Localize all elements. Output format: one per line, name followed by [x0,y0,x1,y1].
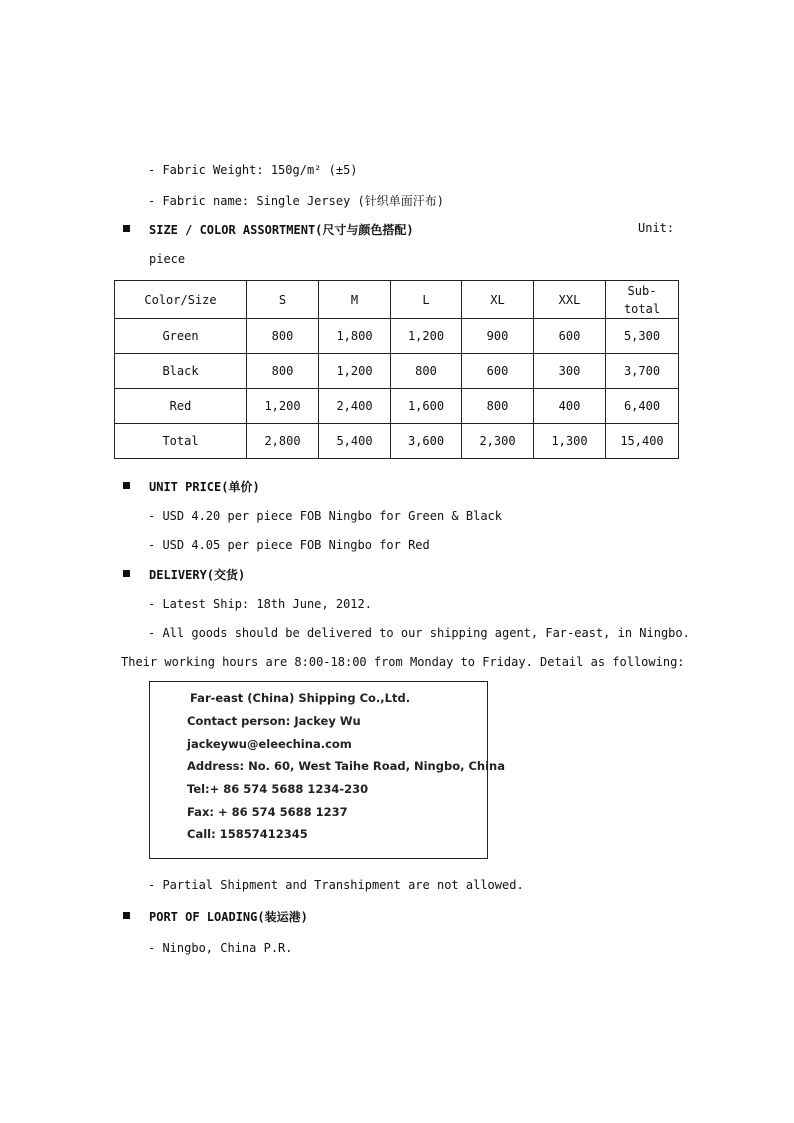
header-cell: XL [462,281,534,319]
table-cell: 800 [247,354,319,389]
table-row [115,354,679,389]
table-cell: 900 [462,319,534,354]
section-bullet [123,482,130,489]
table-cell: 600 [462,354,534,389]
table-row [115,389,679,424]
header-cell: M [319,281,391,319]
section-bullet [123,912,130,919]
latest-ship-line: - Latest Ship: 18th June, 2012. [148,597,372,611]
agent-email[interactable]: jackeywu@eleechina.com [187,737,352,751]
unit-value: piece [149,252,186,266]
table-cell: 3,700 [606,354,679,389]
shipping-agent-box [149,681,506,859]
partial-shipment-line: - Partial Shipment and Transhipment are not allowed. [148,878,524,892]
table-cell: Green [115,319,247,354]
table-cell: 2,400 [319,389,391,424]
header-cell: XXL [534,281,606,319]
section-bullet [123,570,130,577]
table-cell: 800 [391,354,462,389]
size-color-heading: SIZE / COLOR ASSORTMENT(尺寸与颜色搭配) [149,223,414,237]
table-cell: Total [115,424,247,459]
section-bullet [123,225,130,232]
price-line: - USD 4.20 per piece FOB Ningbo for Green & Black [148,509,503,523]
table-cell: 800 [462,389,534,424]
table-cell: 5,300 [606,319,679,354]
agent-contact: Contact person: Jackey Wu [187,714,361,728]
agent-address: Address: No. 60, West Taihe Road, Ningbo, China [187,759,506,773]
table-cell: 2,800 [247,424,319,459]
agent-tel: Tel:+ 86 574 5688 1234-230 [187,782,369,796]
price-line: - USD 4.05 per piece FOB Ningbo for Red [148,538,430,552]
table-cell: Black [115,354,247,389]
delivery-goods-line: - All goods should be delivered to our shipping agent, Far-east, in Ningbo. [148,626,690,640]
table-cell: 2,300 [462,424,534,459]
header-cell: L [391,281,462,319]
table-cell: Red [115,389,247,424]
table-cell: 400 [534,389,606,424]
table-cell: 800 [247,319,319,354]
table-header-row [115,281,679,319]
table-cell: 600 [534,319,606,354]
subtotal-header-label: Sub-total [623,283,661,316]
header-cell [606,281,679,319]
fabric-name-line: - Fabric name: Single Jersey (针织单面汗布) [148,194,444,208]
table-cell: 300 [534,354,606,389]
table-cell: 1,300 [534,424,606,459]
size-color-table [114,280,679,459]
unit-price-heading: UNIT PRICE(单价) [149,480,260,494]
table-cell: 6,400 [606,389,679,424]
delivery-hours-line: Their working hours are 8:00-18:00 from Monday to Friday. Detail as following: [121,655,685,669]
agent-fax: Fax: + 86 574 5688 1237 [187,805,348,819]
agent-company: Far-east (China) Shipping Co.,Ltd. [190,691,411,705]
table-row [115,319,679,354]
table-cell: 15,400 [606,424,679,459]
agent-call: Call: 15857412345 [187,827,308,841]
delivery-heading: DELIVERY(交货) [149,568,246,582]
table-cell: 3,600 [391,424,462,459]
port-line: - Ningbo, China P.R. [148,941,293,955]
table-cell: 1,800 [319,319,391,354]
table-cell: 5,400 [319,424,391,459]
header-cell: S [247,281,319,319]
port-heading: PORT OF LOADING(装运港) [149,910,308,924]
fabric-weight-line: - Fabric Weight: 150g/m² (±5) [148,163,358,177]
unit-label: Unit: [638,221,675,235]
table-cell: 1,200 [391,319,462,354]
header-cell: Color/Size [115,281,247,319]
table-cell: 1,600 [391,389,462,424]
table-cell: 1,200 [319,354,391,389]
table-row [115,424,679,459]
table-cell: 1,200 [247,389,319,424]
